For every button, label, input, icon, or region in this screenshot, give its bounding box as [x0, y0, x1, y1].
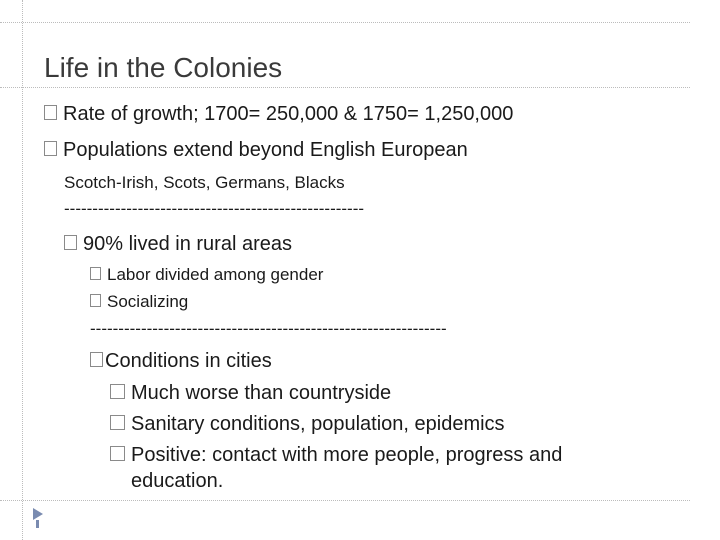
groups-text: Scotch-Irish, Scots, Germans, Blacks: [64, 173, 345, 192]
box-bullet-icon: [90, 352, 103, 367]
sub-bullet-rural: [64, 234, 292, 254]
sub-sub-bullet-text: Labor divided among gender: [107, 265, 324, 284]
box-bullet-icon: [90, 294, 101, 307]
navigation-arrow-icon[interactable]: [33, 508, 43, 520]
sub-sub-bullet-text: Sanitary conditions, population, epidemics: [131, 413, 505, 435]
navigation-bar-icon: [36, 520, 39, 528]
box-bullet-icon: [110, 446, 125, 461]
sub-sub-bullet-labor: [90, 266, 323, 283]
bullet-populations: [44, 140, 468, 160]
box-bullet-icon: [90, 267, 101, 280]
sub-sub-bullet-text: Much worse than countryside: [131, 382, 392, 404]
bullet-rate-of-growth: [44, 104, 513, 124]
sub-sub-bullet-positive: [110, 445, 562, 465]
dash-separator: ---------------------------------------------------------------: [90, 319, 447, 338]
bullet-text: Rate of growth; 1700= 250,000 & 1750= 1,250,000: [63, 103, 514, 125]
slide-title: Life in the Colonies: [44, 52, 283, 83]
sub-sub-bullet-text: Positive: contact with more people, progress and: [131, 444, 563, 466]
box-bullet-icon: [110, 384, 125, 399]
box-bullet-icon: [110, 415, 125, 430]
sub-bullet-text: Conditions in cities: [105, 350, 272, 372]
sub-sub-bullet-sanitary: [110, 414, 505, 434]
bullet-text: Populations extend beyond English European: [63, 139, 468, 161]
sub-sub-bullet-positive-continued: education.: [131, 470, 224, 492]
box-bullet-icon: [44, 141, 57, 156]
slide-frame-top-line: [0, 22, 690, 23]
slide-frame-bottom-line: [0, 500, 690, 501]
box-bullet-icon: [44, 105, 57, 120]
sub-sub-bullet-worse: [110, 383, 391, 403]
box-bullet-icon: [64, 235, 77, 250]
slide-frame-vertical-line: [22, 0, 23, 540]
sub-bullet-text: 90% lived in rural areas: [83, 233, 292, 255]
sub-sub-bullet-text: Socializing: [107, 292, 189, 311]
dash-separator: -----------------------------------------------------: [64, 199, 365, 218]
title-underline: [0, 87, 690, 88]
sub-sub-bullet-socializing: [90, 293, 188, 310]
sub-bullet-cities: [90, 351, 272, 371]
